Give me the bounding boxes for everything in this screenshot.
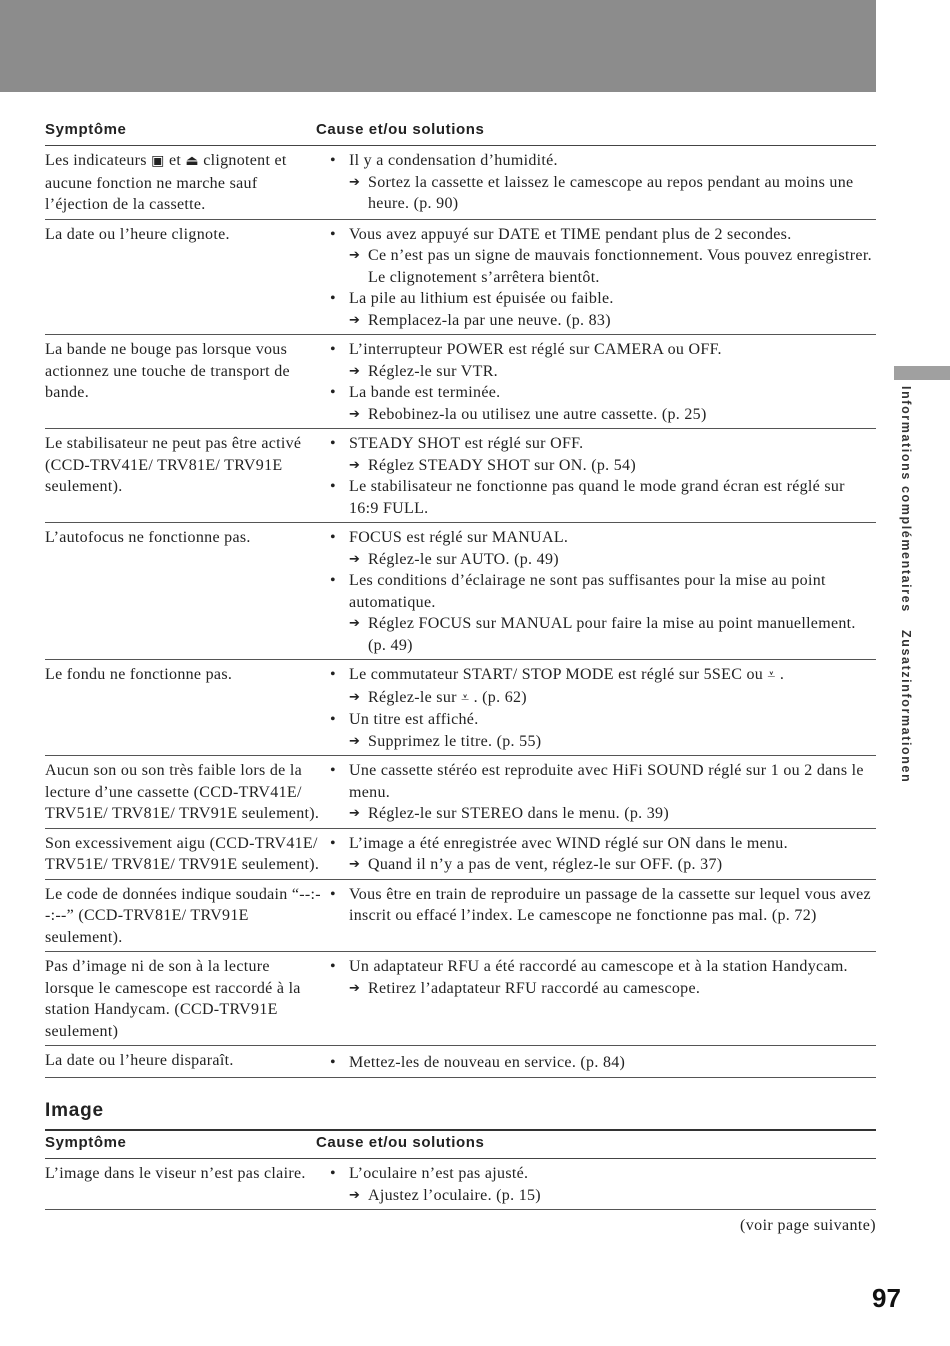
page-number: 97	[872, 1283, 901, 1313]
table-row	[45, 952, 876, 1046]
table-row	[45, 523, 876, 660]
cause-cell	[327, 224, 876, 332]
symptom-cell: L’autofocus ne fonctionne pas.	[45, 529, 251, 546]
table-header	[45, 118, 876, 146]
symptom-cell: La date ou l’heure clignote.	[45, 225, 230, 243]
symptom-cell: Le code de données indique soudain “--:--:--” (CCD-TRV81E/ TRV91E seulement).	[45, 885, 321, 946]
side-section-label	[891, 386, 913, 806]
header-symptom: Symptôme	[45, 121, 127, 138]
troubleshooting-table	[45, 118, 876, 1078]
cause-item: • Il y a condensation d’humidité.	[327, 150, 876, 172]
solution-item: ➔ Ajustez l’oculaire. (p. 15)	[327, 1185, 876, 1207]
cause-cell	[327, 527, 876, 656]
symptom-cell: L’image dans le viseur n’est pas claire.	[45, 1165, 306, 1182]
table-header	[45, 1131, 876, 1159]
cause-item: • L’image a été enregistrée avec WIND réglé sur ON dans le menu.	[327, 833, 876, 855]
solution-item: ➔ Réglez FOCUS sur MANUAL pour faire la mise au point manuellement. (p. 49)	[327, 613, 876, 656]
side-label-fr: Informations complémentaires	[899, 386, 913, 613]
cause-cell	[327, 760, 876, 825]
symptom-cell: La date ou l’heure disparaît.	[45, 1052, 234, 1069]
cause-item: • Une cassette stéréo est reproduite avec HiFi SOUND réglé sur 1 ou 2 dans le menu.	[327, 760, 876, 803]
table-row	[45, 1159, 876, 1210]
solution-item: ➔ Réglez-le sur AUTO. (p. 49)	[327, 549, 876, 571]
symptom-cell: Aucun son ou son très faible lors de la lecture d’une cassette (CCD-TRV41E/ TRV51E/ TRV81E/ TRV91E seulement).	[45, 762, 320, 822]
solution-item: ➔ Retirez l’adaptateur RFU raccordé au camescope.	[327, 978, 876, 1000]
cause-cell	[327, 664, 876, 752]
cause-item: • Le stabilisateur ne fonctionne pas quand le mode grand écran est réglé sur 16:9 FULL.	[327, 476, 876, 519]
timer-mode-icon: ⩡	[461, 689, 470, 706]
cause-item: • L’interrupteur POWER est réglé sur CAMERA ou OFF.	[327, 339, 876, 361]
symptom-cell: La bande ne bouge pas lorsque vous actionnez une touche de transport de bande.	[45, 341, 290, 401]
symptom-cell: Pas d’image ni de son à la lecture lorsque le camescope est raccordé à la station Handycam. (CCD-TRV91E seulement)	[45, 958, 301, 1040]
cause-item: • La pile au lithium est épuisée ou faible.	[327, 288, 876, 310]
cause-item: • Vous avez appuyé sur DATE et TIME pendant plus de 2 secondes.	[327, 224, 876, 246]
cause-item: • Un titre est affiché.	[327, 709, 876, 731]
table-row	[45, 829, 876, 880]
image-table	[45, 1129, 876, 1210]
solution-item: ➔ Réglez-le sur ⩡ . (p. 62)	[327, 687, 876, 710]
solution-item: ➔ Réglez-le sur STEREO dans le menu. (p. 39)	[327, 803, 876, 825]
table-row	[45, 335, 876, 429]
symptom-cell: Les indicateurs ▣ et ⏏ clignotent et aucune fonction ne marche sauf l’éjection de la cassette.	[45, 152, 287, 213]
symptom-cell: Son excessivement aigu (CCD-TRV41E/ TRV51E/ TRV81E/ TRV91E seulement).	[45, 834, 320, 873]
eject-icon: ⏏	[185, 153, 199, 169]
cause-item: • Mettez-les de nouveau en service. (p. 84)	[327, 1052, 876, 1074]
cause-cell	[327, 833, 876, 876]
continued-note: (voir page suivante)	[740, 1217, 876, 1234]
solution-item: ➔ Réglez-le sur VTR.	[327, 361, 876, 383]
cause-cell	[327, 956, 876, 1042]
cause-item: • La bande est terminée.	[327, 382, 876, 404]
cause-item: • Les conditions d’éclairage ne sont pas suffisantes pour la mise au point automatique.	[327, 570, 876, 613]
cause-item: • FOCUS est réglé sur MANUAL.	[327, 527, 876, 549]
solution-item: ➔ Ce n’est pas un signe de mauvais fonctionnement. Vous pouvez enregistrer. Le clignotement s’arrêtera bientôt.	[327, 245, 876, 288]
side-tab-marker	[894, 366, 950, 380]
cause-cell	[327, 150, 876, 216]
solution-item: ➔ Sortez la cassette et laissez le camescope au repos pendant au moins une heure. (p. 90)	[327, 172, 876, 215]
cause-cell	[327, 1050, 876, 1074]
table-row	[45, 146, 876, 220]
header-cause: Cause et/ou solutions	[316, 1134, 485, 1151]
cause-item: • STEADY SHOT est réglé sur OFF.	[327, 433, 876, 455]
cause-cell	[327, 339, 876, 425]
cause-cell	[327, 1163, 876, 1206]
cause-item: • L’oculaire n’est pas ajusté.	[327, 1163, 876, 1185]
header-symptom: Symptôme	[45, 1134, 127, 1151]
table-row	[45, 429, 876, 523]
table-row	[45, 756, 876, 829]
timer-mode-icon: ⩡	[767, 667, 776, 683]
solution-item: ➔ Réglez STEADY SHOT sur ON. (p. 54)	[327, 455, 876, 477]
table-row	[45, 1046, 876, 1078]
table-row	[45, 880, 876, 953]
cause-item: • Vous être en train de reproduire un passage de la cassette sur lequel vous avez inscrit ou effacé l’index. Le camescope ne fonctionne pas mal. (p. 72)	[327, 884, 876, 927]
solution-item: ➔ Rebobinez-la ou utilisez une autre cassette. (p. 25)	[327, 404, 876, 426]
cause-item: • Un adaptateur RFU a été raccordé au camescope et à la station Handycam.	[327, 956, 876, 978]
header-band	[0, 0, 876, 92]
symptom-cell: Le stabilisateur ne peut pas être activé (CCD-TRV41E/ TRV81E/ TRV91E seulement).	[45, 435, 302, 495]
symptom-cell: Le fondu ne fonctionne pas.	[45, 666, 233, 683]
section-title-image: Image	[45, 1100, 104, 1121]
cause-cell	[327, 433, 876, 519]
table-row	[45, 220, 876, 336]
header-cause: Cause et/ou solutions	[316, 121, 485, 138]
cause-cell	[327, 884, 876, 949]
solution-item: ➔ Supprimez le titre. (p. 55)	[327, 731, 876, 753]
side-label-de: Zusatzinformationen	[899, 629, 913, 784]
cause-item: • Le commutateur START/ STOP MODE est réglé sur 5SEC ou ⩡ .	[327, 664, 876, 687]
table-row	[45, 660, 876, 756]
solution-item: ➔ Quand il n’y a pas de vent, réglez-le sur OFF. (p. 37)	[327, 854, 876, 876]
condensation-icon: ▣	[151, 153, 165, 169]
solution-item: ➔ Remplacez-la par une neuve. (p. 83)	[327, 310, 876, 332]
